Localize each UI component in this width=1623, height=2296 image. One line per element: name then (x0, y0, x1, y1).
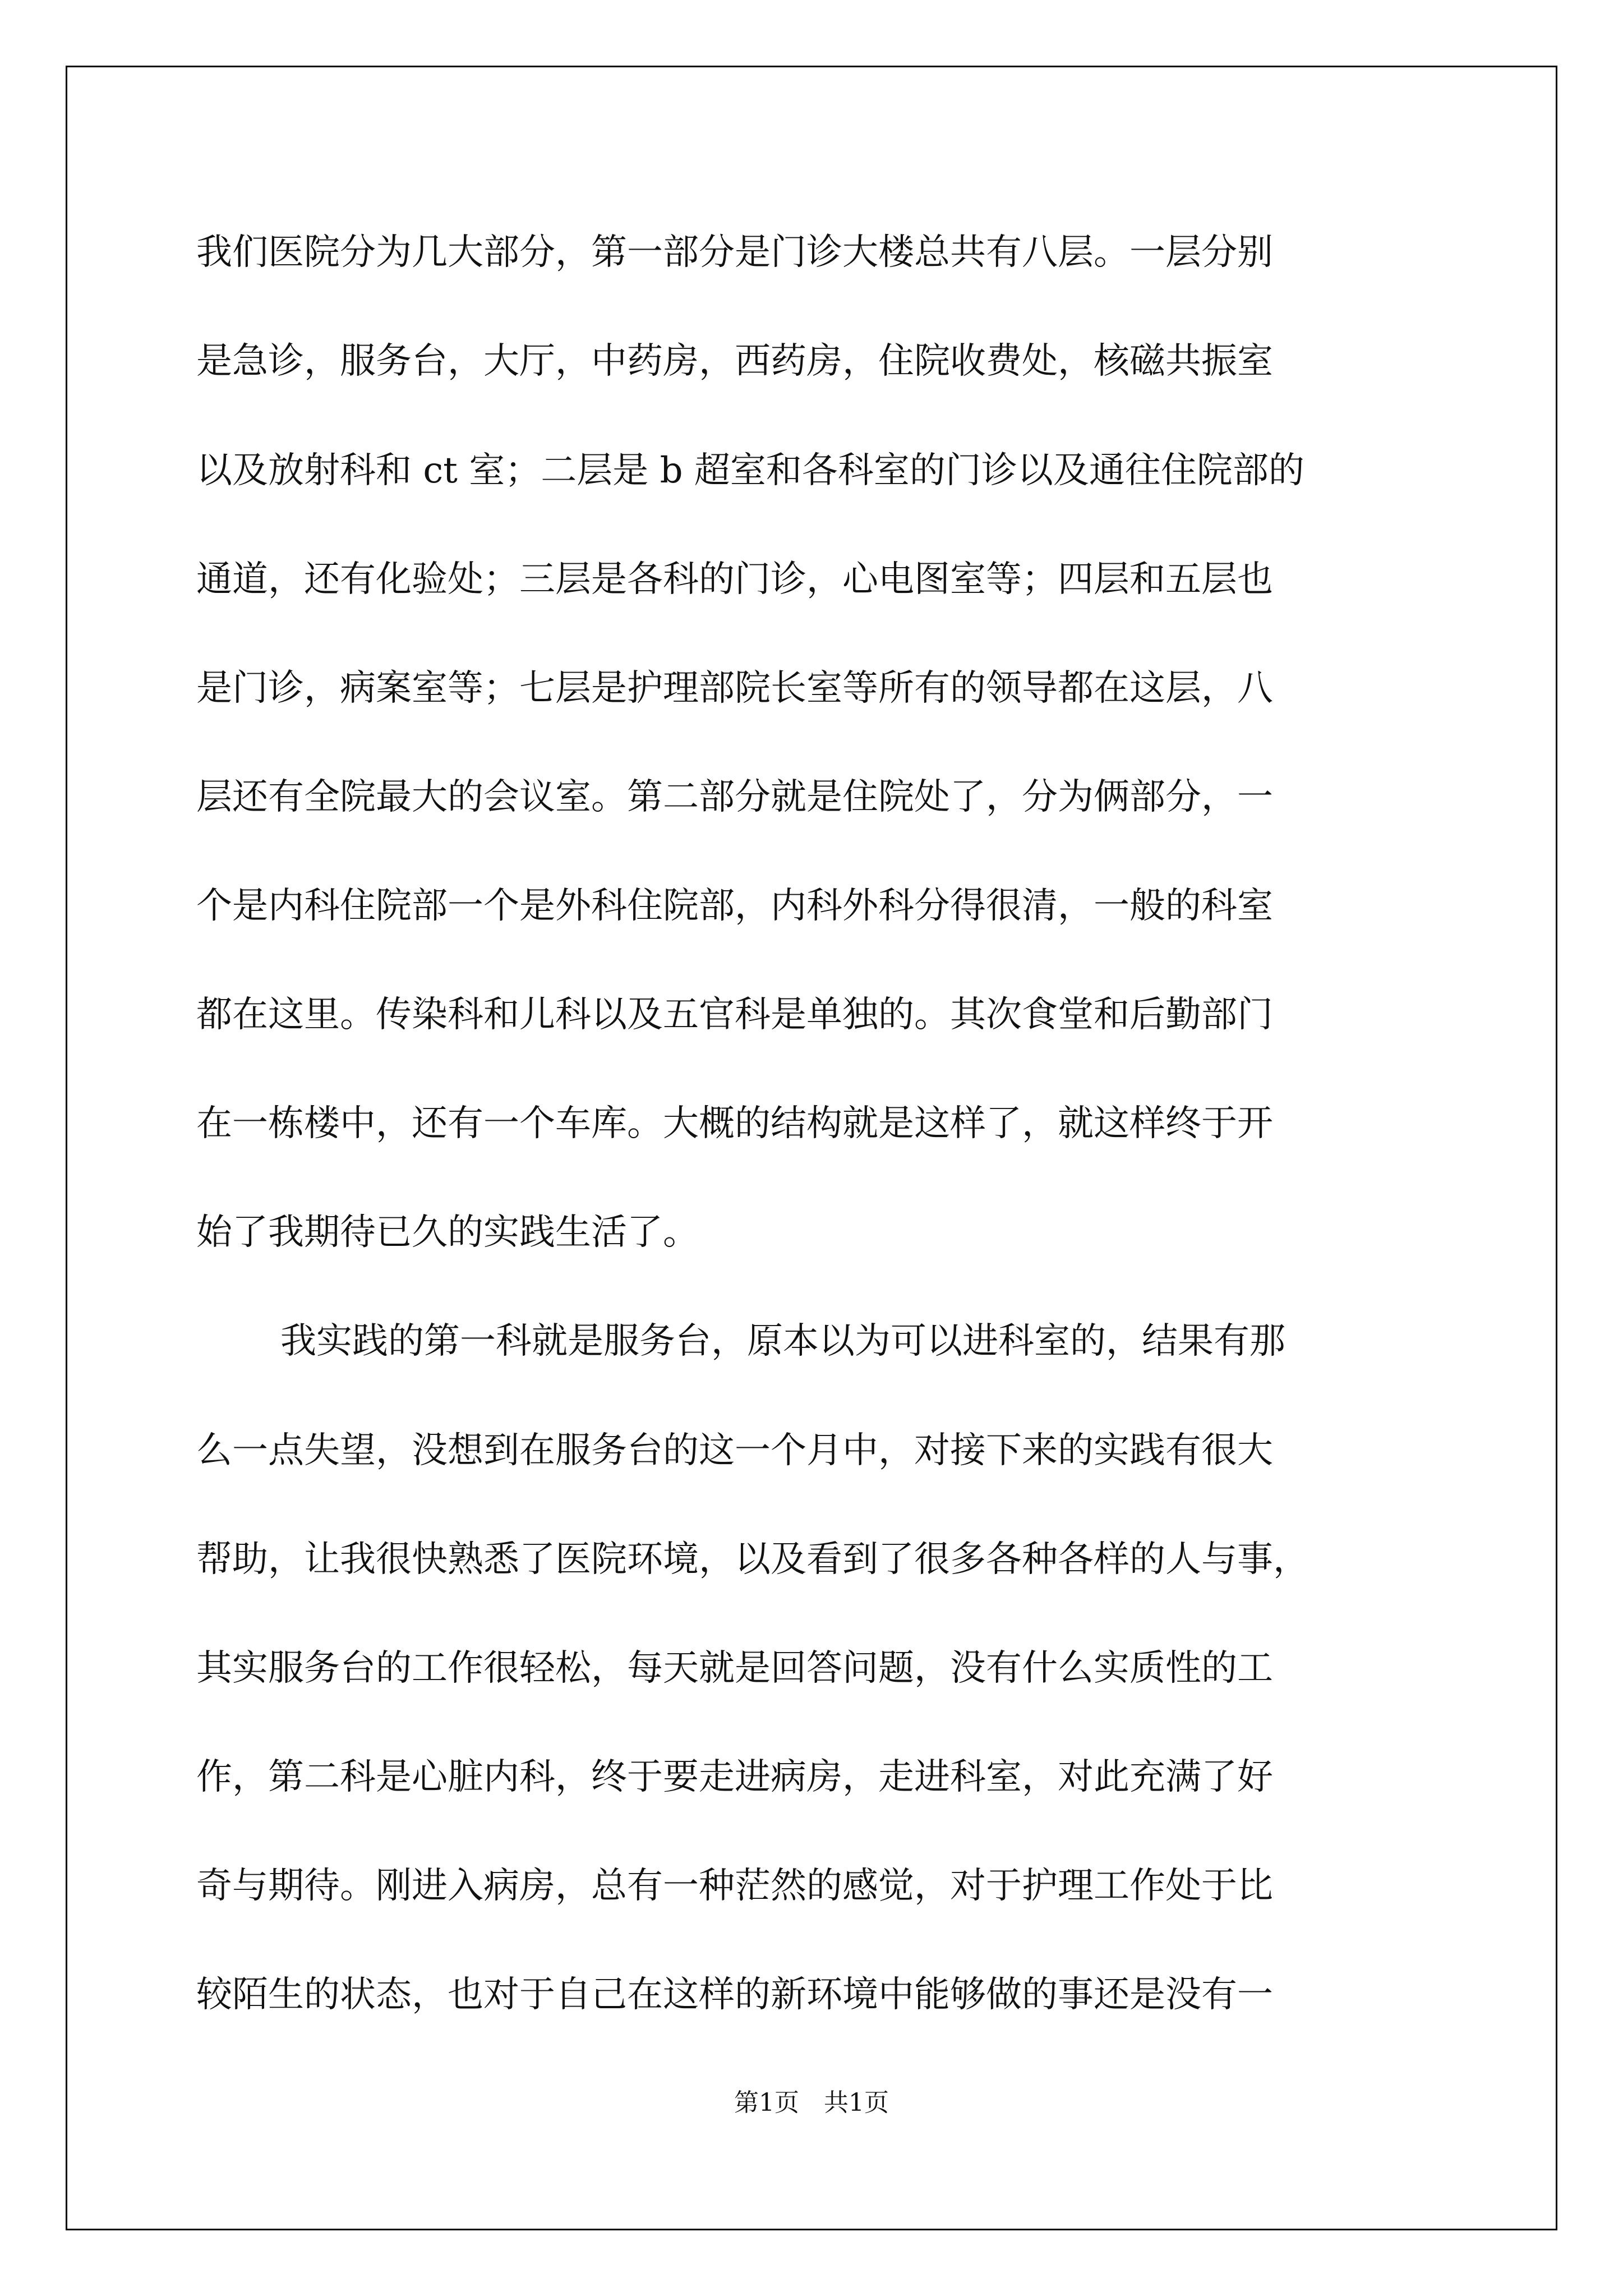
text-line-indented: 我实践的第一科就是服务台，原本以为可以进科室的，结果有那 (280, 1320, 1285, 1362)
text-line: 么一点失望，没想到在服务台的这一个月中，对接下来的实践有很大 (196, 1430, 1273, 1471)
text-line: 通道，还有化验处；三层是各科的门诊，心电图室等；四层和五层也 (196, 559, 1273, 600)
text-line: 其实服务台的工作很轻松，每天就是回答问题，没有什么实质性的工 (196, 1648, 1273, 1689)
page-number-footer: 第1页 共1页 (734, 2088, 889, 2117)
text-line: 是门诊，病案室等；七层是护理部院长室等所有的领导都在这层，八 (196, 668, 1273, 709)
text-line: 奇与期待。刚进入病房，总有一种茫然的感觉，对于护理工作处于比 (196, 1865, 1273, 1907)
text-line: 个是内科住院部一个是外科住院部，内科外科分得很清，一般的科室 (196, 885, 1273, 927)
text-line: 帮助，让我很快熟悉了医院环境，以及看到了很多各种各样的人与事， (196, 1539, 1309, 1580)
text-line: 都在这里。传染科和儿科以及五官科是单独的。其次食堂和后勤部门 (196, 994, 1273, 1036)
text-line: 作，第二科是心脏内科，终于要走进病房，走进科室，对此充满了好 (196, 1756, 1273, 1798)
text-line: 始了我期待已久的实践生活了。 (196, 1212, 699, 1253)
text-line: 我们医院分为几大部分，第一部分是门诊大楼总共有八层。一层分别 (196, 232, 1273, 273)
text-line: 在一栋楼中，还有一个车库。大概的结构就是这样了，就这样终于开 (196, 1103, 1273, 1144)
text-line: 层还有全院最大的会议室。第二部分就是住院处了，分为俩部分，一 (196, 776, 1273, 818)
text-line: 是急诊，服务台，大厅，中药房，西药房，住院收费处，核磁共振室 (196, 341, 1273, 382)
text-line: 较陌生的状态，也对于自己在这样的新环境中能够做的事还是没有一 (196, 1974, 1273, 2016)
text-line: 以及放射科和 ct 室；二层是 b 超室和各科室的门诊以及通往住院部的 (196, 450, 1304, 491)
